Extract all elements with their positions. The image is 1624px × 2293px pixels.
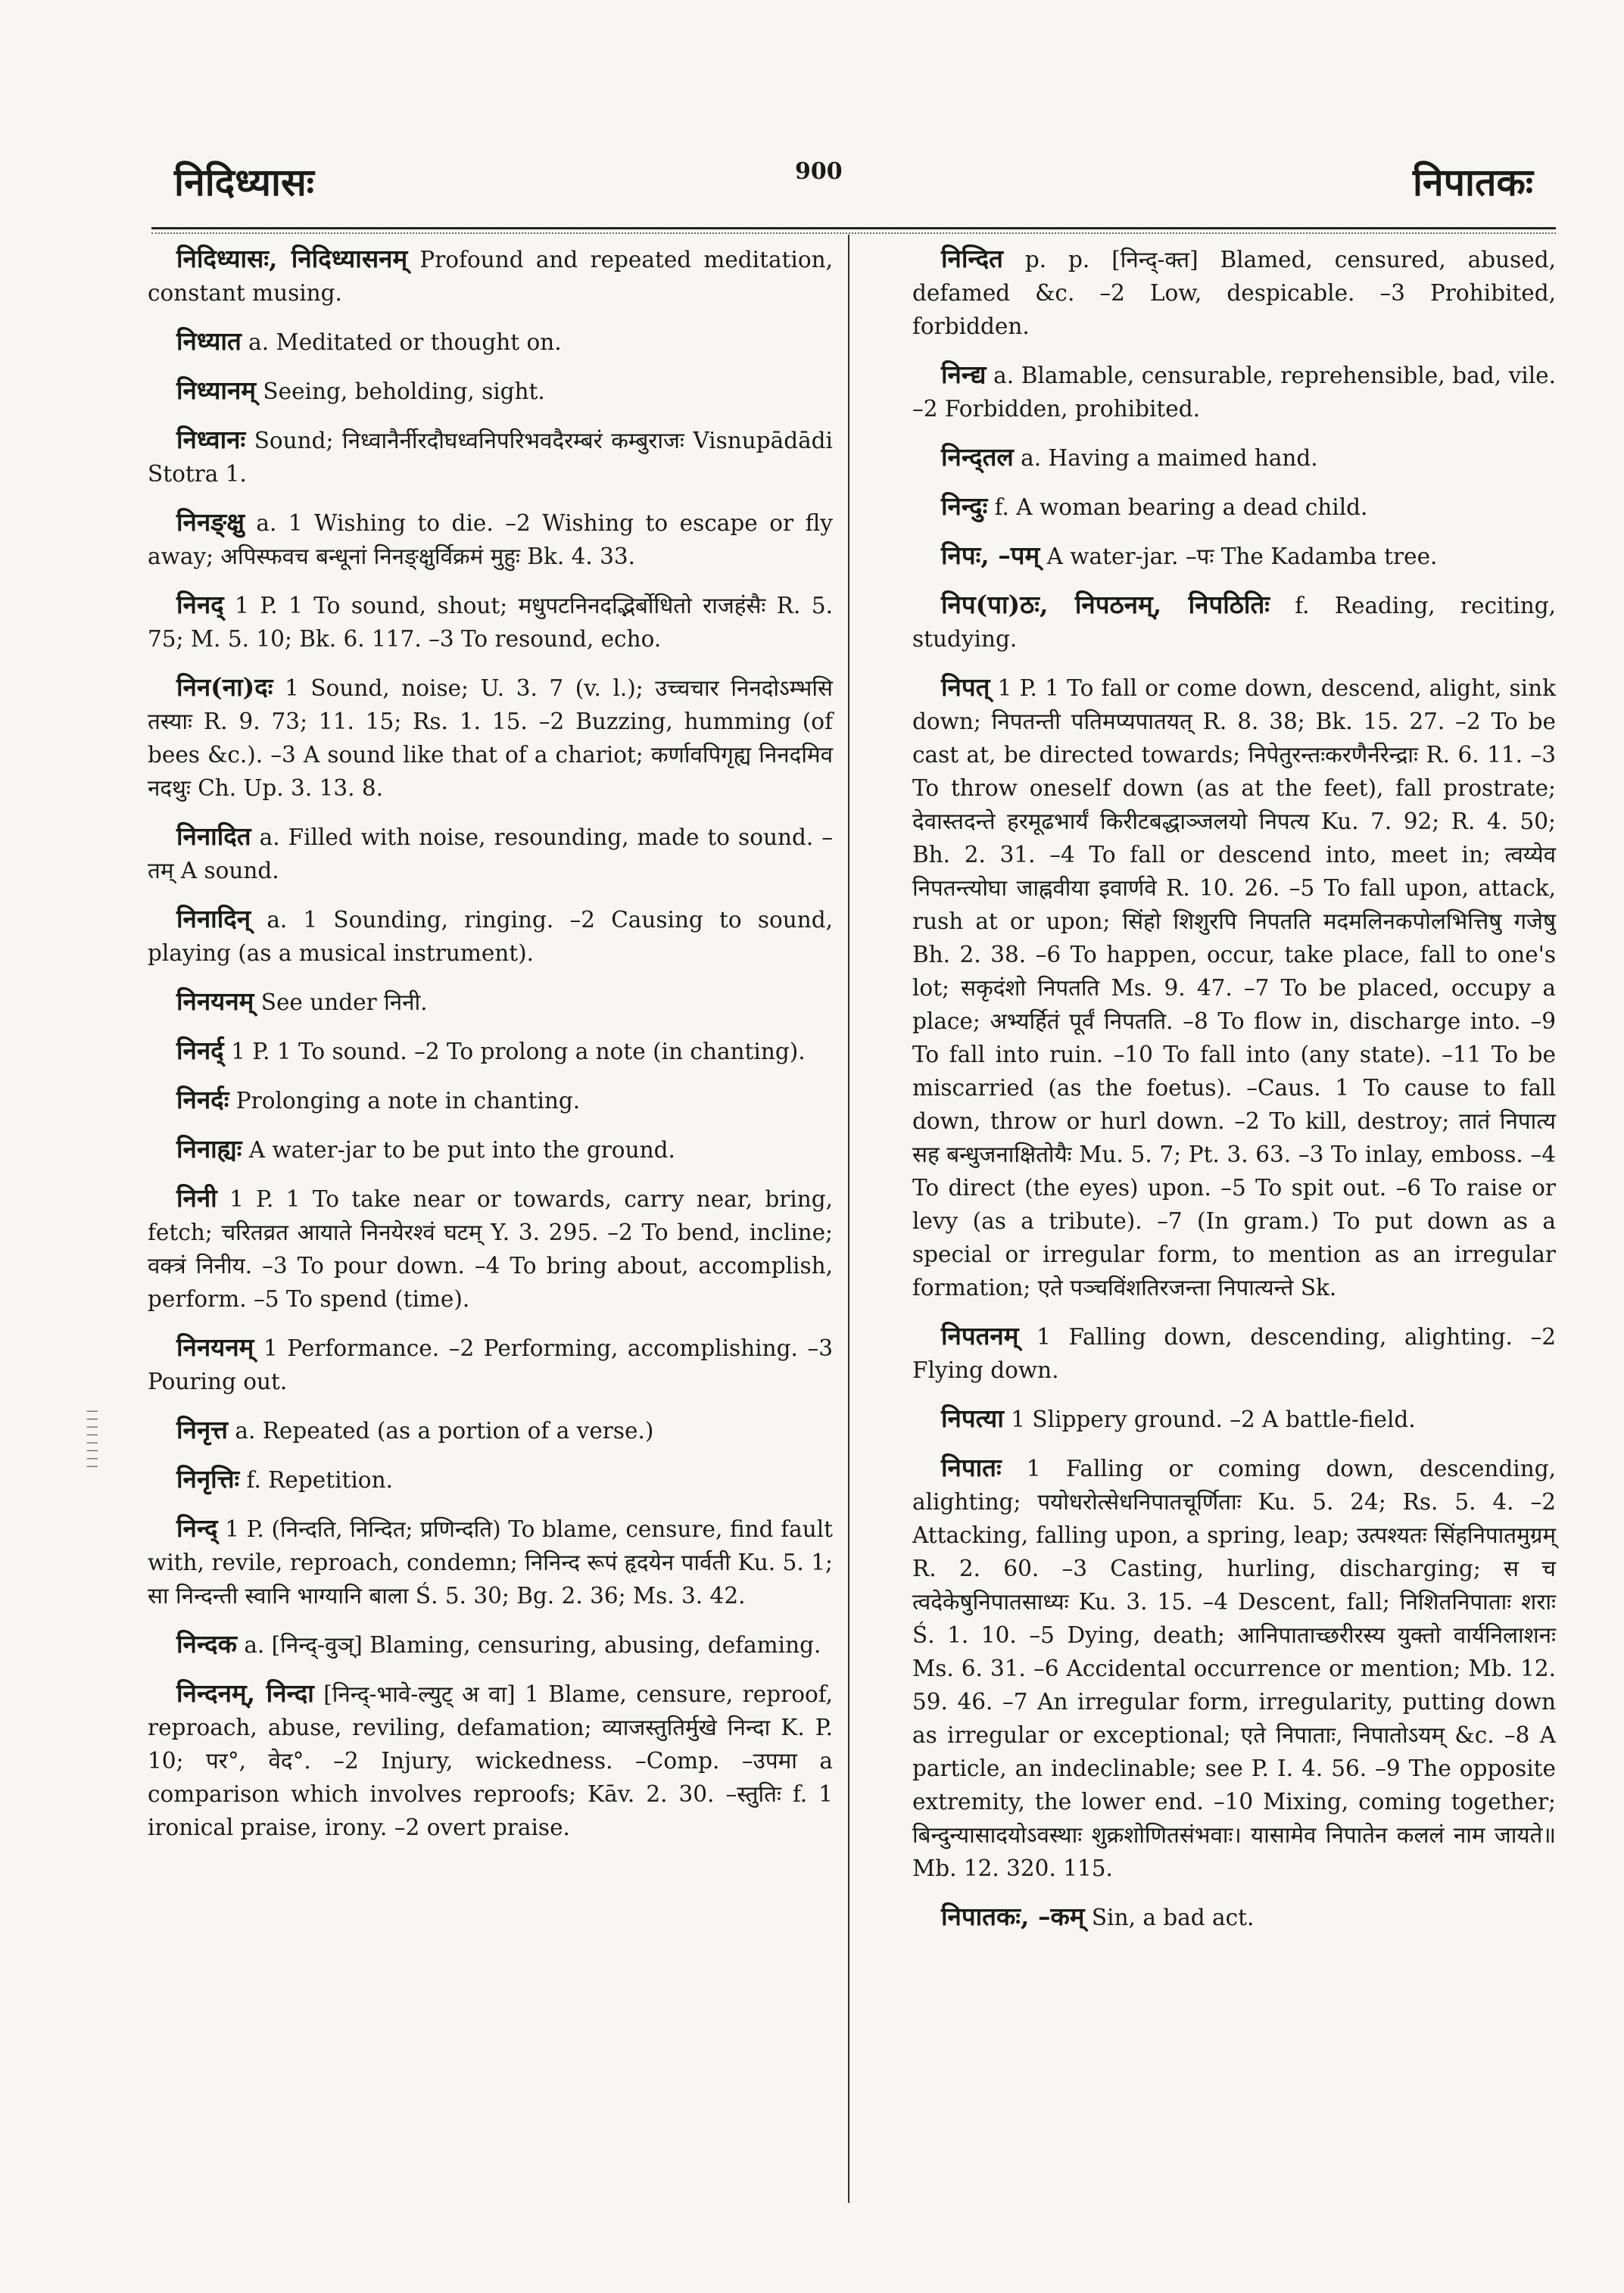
- dictionary-entry: [912, 242, 1556, 343]
- entry-definition: a. Repeated (as a portion of a verse.): [235, 1418, 654, 1444]
- entry-headword: निपत्: [941, 672, 990, 702]
- entry-definition: f. Repetition.: [246, 1467, 393, 1493]
- dictionary-entry: [912, 1451, 1556, 1885]
- dictionary-entry: [148, 1512, 833, 1612]
- dictionary-entry: [912, 358, 1556, 425]
- entry-definition: Profound and repeated meditation, constant musing.: [148, 247, 833, 306]
- entry-definition: 1 Falling down, descending, alighting. –2 Flying down.: [912, 1324, 1556, 1383]
- entry-definition: 1 Performance. –2 Performing, accomplishing. –3 Pouring out.: [148, 1335, 833, 1394]
- dictionary-entry: [912, 441, 1556, 475]
- entry-definition: A water-jar. –पः The Kadamba tree.: [1046, 544, 1438, 569]
- entry-headword: निन्दुः: [941, 491, 988, 521]
- dictionary-entry: [912, 1402, 1556, 1436]
- dictionary-entry: [912, 1900, 1556, 1934]
- dictionary-entry: [148, 1331, 833, 1398]
- entry-definition: 1 Falling or coming down, descending, alighting; पयोधरोत्सेधनिपातचूर्णिताः Ku. 5. 24; Rs. 5. 4. –2 Attacking, falling upon, a spring, leap; उत्पश्यतः सिंहनिपातमुग्रम् R. 2. 60. –3 Casting, hurling, discharging; स च त्वदेकेषुनिपातसाध्यः Ku. 3. 15. –4 Descent, fall; निशितनिपाताः शराः Ś. 1. 10. –5 Dying, death; आनिपाताच्छरीरस्य युक्तो वार्यनिलाशनः Ms. 6. 31. –6 Accidental occurrence or mention; Mb. 12. 59. 46. –7 An irregular form, irregularity, putting down as irregular or exceptional; एते निपाताः, निपातोऽयम् &c. –8 A particle, an indeclinable; see P. I. 4. 56. –9 The opposite extremity, the lower end. –10 Mixing, coming together; बिन्दुन्यासादयोऽवस्थाः शुक्रशोणितसंभवाः। यासामेव निपातेन कललं नाम जायते॥ Mb. 12. 320. 115.: [912, 1456, 1556, 1881]
- entry-headword: निदिध्यासः, निदिध्यासनम्: [176, 244, 408, 273]
- entry-headword: निन्द्य: [941, 360, 987, 389]
- dictionary-entry: [912, 671, 1556, 1304]
- entry-headword: निनयनम्: [176, 986, 254, 1016]
- entry-definition: a. Meditated or thought on.: [248, 329, 562, 355]
- entry-definition: a. 1 Wishing to die. –2 Wishing to escape or fly away; अपिस्फवच बन्धूनां निनङ्क्षुर्विक्रमं मुहुः Bk. 4. 33.: [148, 510, 833, 569]
- dictionary-entry: [148, 423, 833, 491]
- entry-definition: Sin, a bad act.: [1091, 1905, 1255, 1930]
- entry-headword: निनर्दः: [176, 1085, 229, 1114]
- entry-definition: a. 1 Sounding, ringing. –2 Causing to sound, playing (as a musical instrument).: [148, 907, 833, 966]
- entry-definition: a. Having a maimed hand.: [1021, 445, 1318, 471]
- entry-headword: निध्यानम्: [176, 375, 257, 405]
- entry-definition: A water-jar to be put into the ground.: [248, 1137, 675, 1163]
- dictionary-entry: [148, 820, 833, 887]
- dictionary-entry: [148, 1677, 833, 1844]
- entry-headword: निनाह्यः: [176, 1134, 242, 1164]
- entry-definition: Prolonging a note in chanting.: [235, 1088, 581, 1114]
- column-divider: [848, 235, 849, 2203]
- left-running-headword: निदिध्यासः: [174, 160, 314, 204]
- entry-definition: 1 P. 1 To sound, shout; मधुपटनिनदद्भिर्बोधितो राजहंसैः R. 5. 75; M. 5. 10; Bk. 6. 117. –3 To resound, echo.: [148, 593, 833, 652]
- page-number: 900: [795, 158, 843, 185]
- entry-headword: निपतनम्: [941, 1321, 1019, 1351]
- dictionary-entry: [148, 506, 833, 573]
- dictionary-entry: [148, 1463, 833, 1497]
- dictionary-entry: [912, 588, 1556, 656]
- entry-headword: निनङ्क्षु: [176, 507, 245, 537]
- entry-definition: Sound; निध्वानैर्नीरदौघध्वनिपरिभवदैरम्बरं कम्बुराजः Visnupādādi Stotra 1.: [148, 428, 833, 487]
- dictionary-entry: [148, 325, 833, 359]
- entry-headword: निप(पा)ठः, निपठनम्, निपठितिः: [941, 590, 1270, 619]
- header-rule: [151, 227, 1556, 234]
- entry-definition: p. p. [निन्द्-क्त] Blamed, censured, abused, defamed &c. –2 Low, despicable. –3 Prohibited, forbidden.: [912, 247, 1556, 339]
- dictionary-entry: [148, 1628, 833, 1662]
- entry-headword: निनद्: [176, 590, 224, 619]
- entry-definition: 1 Slippery ground. –2 A battle-field.: [1011, 1407, 1416, 1432]
- entry-definition: f. A woman bearing a dead child.: [994, 494, 1368, 520]
- dictionary-entry: [148, 1083, 833, 1117]
- dictionary-entry: [148, 1132, 833, 1167]
- entry-headword: निपातकः, –कम्: [941, 1902, 1085, 1931]
- margin-mark: ||||||||: [86, 1408, 98, 1472]
- right-column: [912, 242, 1556, 1949]
- entry-headword: निनृत्तिः: [176, 1464, 240, 1494]
- entry-definition: a. [निन्द्-वुञ्] Blaming, censuring, abusing, defaming.: [244, 1632, 821, 1658]
- dictionary-entry: [148, 374, 833, 408]
- entry-definition: 1 P. 1 To take near or towards, carry near, bring, fetch; चरितव्रत आयाते निनयेरश्वं घटम् Y. 3. 295. –2 To bend, incline; वक्त्रं निनीय. –3 To pour down. –4 To bring about, accomplish, perform. –5 To spend (time).: [148, 1186, 833, 1312]
- dictionary-entry: [912, 539, 1556, 573]
- dictionary-entry: [148, 671, 833, 805]
- entry-headword: निन(ना)दः: [176, 672, 273, 702]
- dictionary-entry: [148, 588, 833, 656]
- entry-definition: 1 Sound, noise; U. 3. 7 (v. l.); उच्चचार निनदोऽम्भसि तस्याः R. 9. 73; 11. 15; Rs. 1. 15. –2 Buzzing, humming (of bees &c.). –3 A sound like that of a chariot; कर्णावपिगृह्य निनदमिव नदथुः Ch. Up. 3. 13. 8.: [148, 675, 833, 801]
- entry-headword: निन्दनम्, निन्दा: [176, 1678, 314, 1708]
- entry-definition: See under निनी.: [260, 989, 428, 1015]
- entry-headword: निन्द्तल: [941, 442, 1014, 472]
- dictionary-entry: [148, 242, 833, 310]
- dictionary-entry: [912, 490, 1556, 524]
- left-column: [148, 242, 833, 1859]
- entry-headword: निनृत्त: [176, 1415, 228, 1444]
- right-running-headword: निपातकः: [1412, 160, 1533, 204]
- entry-headword: निनी: [176, 1183, 217, 1213]
- dictionary-entry: [148, 985, 833, 1019]
- page-header: [151, 148, 1556, 216]
- entry-headword: निन्दक: [176, 1629, 237, 1659]
- entry-headword: निपत्या: [941, 1404, 1004, 1433]
- entry-definition: f. Reading, reciting, studying.: [912, 593, 1556, 652]
- entry-headword: निन्दित: [941, 244, 1003, 273]
- entry-definition: [निन्द्-भावे-ल्युट् अ वा] 1 Blame, censure, reproof, reproach, abuse, reviling, defamation; व्याजस्तुतिर्मुखे निन्दा K. P. 10; पर°, वेद°. –2 Injury, wickedness. –Comp. –उपमा a comparison which involves reproofs; Kāv. 2. 30. –स्तुतिः f. 1 ironical praise, irony. –2 overt praise.: [148, 1681, 833, 1840]
- entry-headword: निनर्द्: [176, 1036, 224, 1065]
- entry-headword: निनादित: [176, 821, 251, 851]
- entry-definition: a. Filled with noise, resounding, made to sound. –तम् A sound.: [148, 824, 833, 883]
- entry-definition: 1 P. 1 To sound. –2 To prolong a note (in chanting).: [231, 1039, 806, 1064]
- dictionary-entry: [148, 1034, 833, 1068]
- dictionary-entry: [912, 1319, 1556, 1387]
- entry-definition: Seeing, beholding, sight.: [263, 379, 545, 404]
- entry-headword: निपातः: [941, 1453, 1002, 1482]
- entry-headword: निध्वानः: [176, 425, 246, 454]
- entry-definition: 1 P. 1 To fall or come down, descend, alight, sink down; निपतन्ती पतिमप्यपातयत् R. 8. 38; Bk. 15. 27. –2 To be cast at, be directed towards; निपेतुरन्तःकरणैर्नरेन्द्राः R. 6. 11. –3 To throw oneself down (as at the feet), fall prostrate; देवास्तदन्ते हरमूढभार्यं किरीटबद्धाञ्जलयो निपत्य Ku. 7. 92; R. 4. 50; Bh. 2. 31. –4 To fall or descend into, meet in; त्वय्येव निपतन्त्योघा जाह्नवीया इवार्णवे R. 10. 26. –5 To fall upon, attack, rush at or upon; सिंहो शिशुरपि निपतति मदमलिनकपोलभित्तिषु गजेषु Bh. 2. 38. –6 To happen, occur, take place, fall to one's lot; सकृदंशो निपतति Ms. 9. 47. –7 To be placed, occupy a place; अभ्यर्हितं पूर्वं निपतति. –8 To flow in, discharge into. –9 To fall into ruin. –10 To fall into (any state). –11 To be miscarried (as the foetus). –Caus. 1 To cause to fall down, throw or hurl down. –2 To kill, destroy; तातं निपात्य सह बन्धुजनाक्षितोयैः Mu. 5. 7; Pt. 3. 63. –3 To inlay, emboss. –4 To direct (the eyes) upon. –5 To spit out. –6 To raise or levy (as a tribute). –7 (In gram.) To put down as a special or irregular form, to mention as an irregular formation; एते पञ्चविंशतिरजन्ता निपात्यन्ते Sk.: [912, 675, 1556, 1301]
- entry-definition: 1 P. (निन्दति, निन्दित; प्रणिन्दति) To blame, censure, find fault with, revile, reproach, condemn; निनिन्द रूपं हृदयेन पार्वती Ku. 5. 1; सा निन्दन्ती स्वानि भाग्यानि बाला Ś. 5. 30; Bg. 2. 36; Ms. 3. 42.: [148, 1516, 833, 1609]
- entry-headword: निनयनम्: [176, 1332, 254, 1362]
- entry-headword: निन्द्: [176, 1513, 218, 1543]
- dictionary-entry: [148, 1182, 833, 1316]
- entry-headword: निनादिन्: [176, 904, 251, 933]
- entry-headword: निपः, –पम्: [941, 541, 1040, 570]
- entry-headword: निध्यात: [176, 326, 242, 356]
- dictionary-entry: [148, 902, 833, 970]
- entry-definition: a. Blamable, censurable, reprehensible, bad, vile. –2 Forbidden, prohibited.: [912, 363, 1556, 422]
- dictionary-entry: [148, 1413, 833, 1447]
